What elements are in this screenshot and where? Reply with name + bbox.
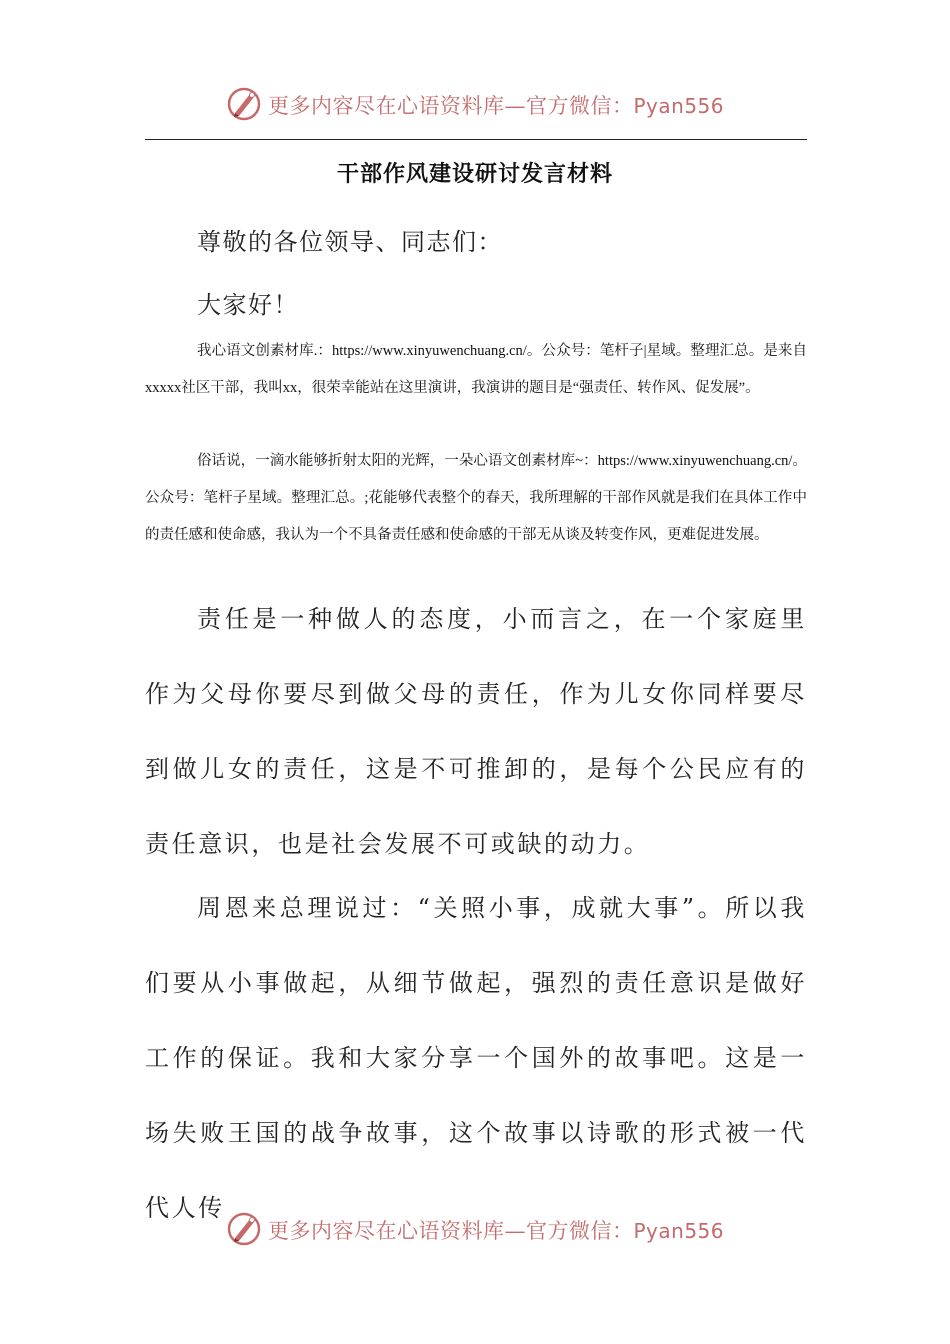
banner-wechat-label: 官方微信： [526,1219,634,1243]
paragraph-4: 周恩来总理说过：“关照小事，成就大事”。所以我们要从小事做起，从细节做起，强烈的责任意识是做好工作的保证。我和大家分享一个国外的故事吧。这是一场失败王国的战争故事，这个故事以诗歌的形式被一代代人传 [145,894,807,1222]
greeting: 大家好！ [197,291,299,319]
header-rule [145,139,807,140]
banner-wechat-label: 官方微信： [526,94,634,118]
paragraph-1: 我心语文创素材库.：https://www.xinyuwenchuang.cn/。公众号：笔杆子|星域。整理汇总。是来自xxxxx社区干部，我叫xx，很荣幸能站在这里演讲，我演讲的题目是“强责任、转作风、促发展”。 [145,343,807,396]
document-title: 干部作风建设研讨发言材料 [336,161,613,187]
paragraph-2: 俗话说，一滴水能够折射太阳的光辉，一朵心语文创素材库~：https://www.xinyuwenchuang.cn/。公众号：笔杆子星域。整理汇总。;花能够代表整个的春天，我所理解的干部作风就是我们在具体工作中的责任感和使命感，我认为一个不具备责任感和使命感的干部无从谈及转变作风，更难促进发展。 [145,453,807,543]
banner-dash: — [504,1219,526,1243]
banner-text [268,90,724,120]
pen-logo-icon [226,86,262,122]
pen-logo-icon [226,1211,262,1247]
paragraph-3: 责任是一种做人的态度，小而言之，在一个家庭里作为父母你要尽到做父母的责任，作为儿女你同样要尽到做儿女的责任，这是不可推卸的，是每个公民应有的责任意识，也是社会发展不可或缺的动力。 [145,605,807,858]
banner-slogan: 更多内容尽在心语资料库 [268,1219,505,1243]
banner-wechat-id: Pyan556 [633,94,725,118]
banner-text [268,1215,724,1245]
salutation: 尊敬的各位领导、同志们： [197,228,503,256]
banner-slogan: 更多内容尽在心语资料库 [268,94,505,118]
footer-banner [0,1205,950,1255]
banner-dash: — [504,94,526,118]
header-banner [0,80,950,130]
banner-wechat-id: Pyan556 [633,1219,725,1243]
